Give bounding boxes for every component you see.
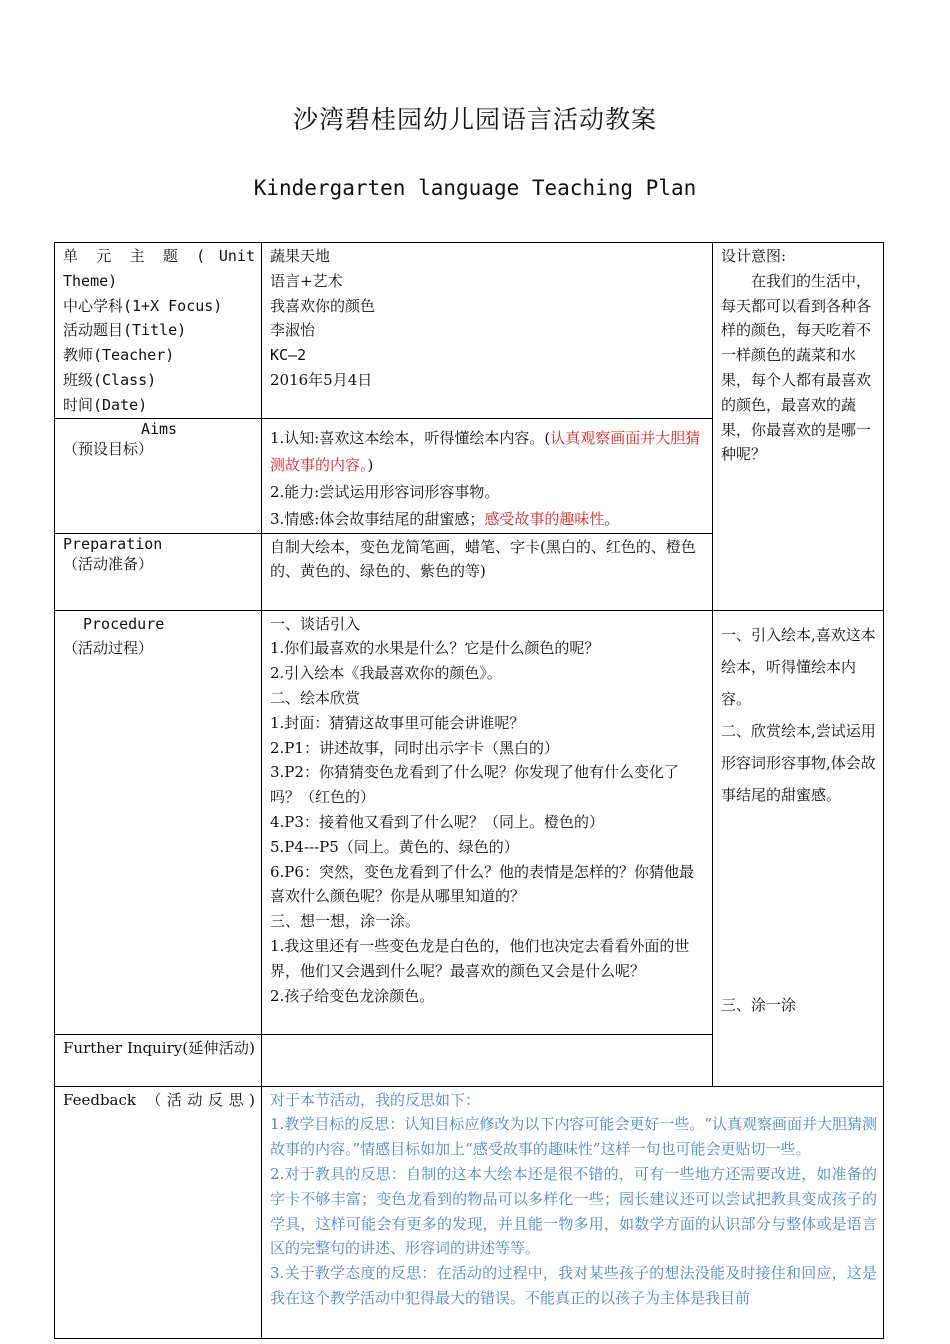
feedback-paragraph: 3.关于教学态度的反思：在活动的过程中，我对某些孩子的想法没能及时接住和回应，这是我在这个教学活动中犯得最大的错误。不能真正的以孩子为主体是我目前 [270,1264,877,1307]
date-value: 2016年5月4日 [270,370,373,389]
aims-label-en: Aims [140,419,178,438]
class-value: KC—2 [270,346,307,365]
preparation-content-cell [262,533,713,610]
preparation-text: 自制大绘本，变色龙简笔画，蜡笔、字卡(黑白的、红色的、橙色的、黄色的、绿色的、紫色的等) [270,537,696,581]
further-label-cell [55,1034,262,1086]
procedure-note-3: 三、涂一涂 [721,995,797,1014]
procedure-line: 5.P4---P5（同上。黄色的、绿色的） [270,837,519,856]
design-intent-text: 在我们的生活中，每天都可以看到各种各样的颜色，每天吃着不一样颜色的蔬菜和水果，每个人都有最喜欢的颜色，最喜欢的蔬果，你最喜欢的是哪一种呢？ [721,271,872,464]
further-content-cell [262,1034,713,1086]
procedure-content-cell [262,610,713,1034]
aim-ability: 2.能力:尝试运用形容词形容事物。 [270,482,500,501]
class-label: 班级(Class) [63,370,157,389]
teacher-label: 教师(Teacher) [63,346,175,365]
procedure-label-en: Procedure [83,614,165,633]
procedure-line: 4.P3：接着他又看到了什么呢？（同上。橙色的） [270,812,604,831]
design-intent-cell [713,243,884,611]
preparation-label-cn: （活动准备） [63,554,154,573]
procedure-line: 二、绘本欣赏 [270,688,361,707]
aim-cognitive-highlight: 认真观察画面并大胆猜测故事的内容。 [270,428,701,474]
procedure-label-cell [55,610,262,1034]
header-values-cell [262,243,713,419]
feedback-paragraph: 1.教学目标的反思：认知目标应修改为以下内容可能会更好一些。“认真观察画面并大胆猜测故事的内容。”情感目标如加上“感受故事的趣味性”这样一句也可能会更贴切一些。 [270,1115,877,1159]
subject-label: 中心学科(1+X Focus) [63,296,223,315]
aims-label-cell [55,418,262,533]
procedure-line: 6.P6：突然，变色龙看到了什么？他的表情是怎样的？你猜他最喜欢什么颜色呢？你是从哪里知道的？ [270,862,694,906]
page-title-en: Kindergarten language Teaching Plan [253,176,697,200]
page-title-cn: 沙湾碧桂园幼儿园语言活动教案 [292,105,657,134]
teacher-value: 李淑怡 [270,321,316,340]
header-row [55,243,884,419]
title-label: 活动题目(Title) [63,321,187,340]
procedure-label-cn: （活动过程） [63,639,154,658]
procedure-line: 1.我这里还有一些变色龙是白色的，他们也决定去看看外面的世界，他们又会遇到什么呢？最喜欢的颜色又会是什么呢？ [270,936,690,980]
unit-theme-value: 蔬果天地 [270,247,331,265]
aim-cognitive: 1.认知:喜欢这本绘本，听得懂绘本内容。(认真观察画面并大胆猜测故事的内容。) [270,428,701,474]
feedback-content-cell [262,1086,884,1338]
procedure-row [55,610,884,1034]
procedure-line: 三、想一想，涂一涂。 [270,912,421,931]
aims-label-cn: （预设目标） [63,439,154,458]
feedback-label-cell [55,1086,262,1338]
feedback-row [55,1086,884,1338]
feedback-intro: 对于本节活动，我的反思如下： [270,1090,481,1109]
date-label: 时间(Date) [63,395,148,414]
aim-emotion-highlight: 感受故事的趣味性 [484,509,605,528]
feedback-paragraph: 2.对于教具的反思：自制的这本大绘本还是很不错的，可有一些地方还需要改进，如准备的字卡不够丰富；变色龙看到的物品可以多样化一些；园长建议还可以尝试把教具变成孩子的学具，这样可能会有更多的发现，并且能一物多用，如数学方面的认识部分与整体或是语言区的完整句的讲述、形容词的讲述等等。 [270,1164,877,1258]
header-labels-cell [55,243,262,419]
procedure-line: 一、谈话引入 [270,614,361,633]
procedure-line: 1.封面：猜猜这故事里可能会讲谁呢？ [270,713,525,732]
further-label: Further Inquiry(延伸活动) [63,1038,255,1057]
design-intent-label: 设计意图: [721,247,787,265]
unit-theme-label: 单 元 主 题 ( Unit [63,247,255,265]
procedure-line: 3.P2：你猜猜变色龙看到了什么呢？你发现了他有什么变化了吗？（红色的） [270,763,679,807]
preparation-label-cell [55,533,262,610]
teaching-plan-table [54,242,884,1339]
procedure-line: 1.你们最喜欢的水果是什么？它是什么颜色的呢？ [270,639,600,658]
aims-content-cell [262,418,713,533]
procedure-line: 2.引入绘本《我最喜欢你的颜色》。 [270,664,502,683]
aim-emotion: 3.情感:体会故事结尾的甜蜜感；感受故事的趣味性。 [270,509,620,528]
procedure-note-2: 二、欣赏绘本,尝试运用形容词形容事物,体会故事结尾的甜蜜感。 [721,721,876,804]
title-value: 我喜欢你的颜色 [270,296,376,315]
procedure-notes-cell [713,610,884,1086]
procedure-note-1: 一、引入绘本,喜欢这本绘本，听得懂绘本内容。 [721,625,876,708]
feedback-label: Feedback （活动反思) [63,1090,255,1109]
subject-value: 语言+艺术 [270,271,343,290]
procedure-line: 2.孩子给变色龙涂颜色。 [270,986,435,1005]
procedure-line: 2.P1：讲述故事，同时出示字卡（黑白的） [270,738,559,757]
unit-theme-label-cont: Theme) [63,271,118,290]
preparation-label-en: Preparation [63,534,163,553]
